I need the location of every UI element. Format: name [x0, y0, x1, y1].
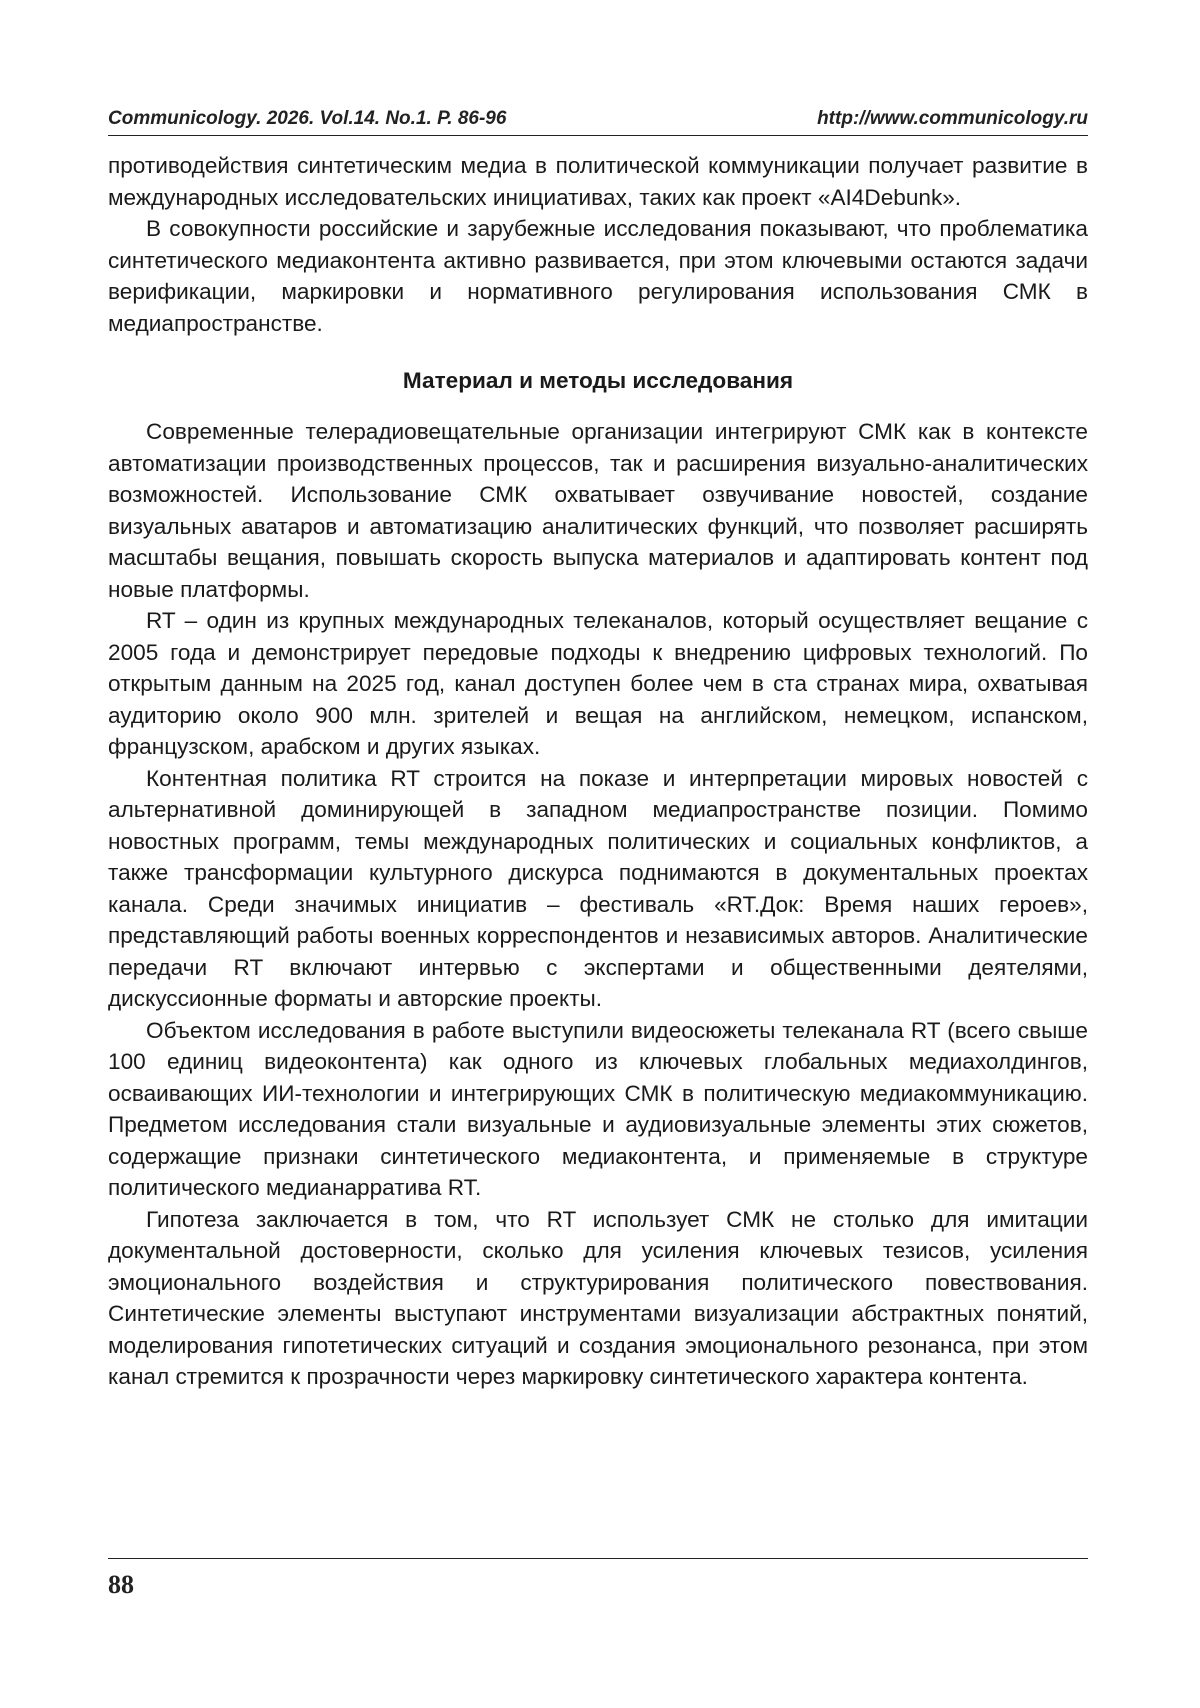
running-header — [108, 106, 1088, 136]
paragraph: Объектом исследования в работе выступили видеосюжеты телеканала RT (всего свыше 100 единиц видеоконтента) как одного из ключевых глобальных медиахолдингов, осваивающих ИИ-технологии и интегрирующих СМК в политическую медиакоммуникацию. Предметом исследования стали визуальные и аудиовизуальные элементы этих сюжетов, содержащие признаки синтетического медиаконтента, и применяемые в структуре политического медианарратива RT. — [108, 1017, 1088, 1200]
paragraph: Контентная политика RT строится на показе и интерпретации мировых новостей с альтернативной доминирующей в западном медиапространстве позиции. Помимо новостных программ, темы международных политических и социальных конфликтов, а также трансформации культурного дискурса поднимаются в документальных проектах канала. Среди значимых инициатив – фестиваль «RT.Док: Время наших героев», представляющий работы военных корреспондентов и независимых авторов. Аналитические передачи RT включают интервью с экспертами и общественными деятелями, дискуссионные форматы и авторские проекты. — [108, 765, 1088, 1011]
paragraph: RT – один из крупных международных телеканалов, который осуществляет вещание с 2005 года и демонстрирует передовые подходы к внедрению цифровых технологий. По открытым данным на 2025 год, канал доступен более чем в ста странах мира, охватывая аудиторию около 900 млн. зрителей и вещая на английском, немецком, испанском, французском, арабском и других языках. — [108, 608, 1088, 759]
paragraph: В совокупности российские и зарубежные исследования показывают, что проблематика синтетического медиаконтента активно развивается, при этом ключевыми остаются задачи верификации, маркировки и нормативного регулирования использования СМК в медиапространстве. — [108, 216, 1088, 336]
paragraph-continued: противодействия синтетическим медиа в политической коммуникации получает развитие в международных исследовательских инициативах, таких как проект «AI4Debunk». — [108, 153, 1088, 210]
paragraph: Гипотеза заключается в том, что RT использует СМК не столько для имитации документальной достоверности, сколько для усиления ключевых тезисов, усиления эмоционального воздействия и структурирования политического повествования. Синтетические элементы выступают инструментами визуализации абстрактных понятий, моделирования гипотетических ситуаций и создания эмоционального резонанса, при этом канал стремится к прозрачности через маркировку синтетического характера контента. — [108, 1206, 1088, 1389]
journal-page — [108, 92, 1088, 1652]
article-body — [108, 150, 1088, 1393]
journal-url[interactable]: http://www.communicology.ru — [817, 108, 1088, 129]
page-number: 88 — [108, 1570, 134, 1599]
paragraph: Современные телерадиовещательные организации интегрируют СМК как в контексте автоматизации производственных процессов, так и расширения визуально-аналитических возможностей. Использование СМК охватывает озвучивание новостей, создание визуальных аватаров и автоматизацию аналитических функций, что позволяет расширять масштабы вещания, повышать скорость выпуска материалов и адаптировать контент под новые платформы. — [108, 419, 1088, 602]
footer-rule — [108, 1558, 1088, 1559]
journal-citation: Communicology. 2026. Vol.14. No.1. P. 86-96 — [108, 108, 507, 129]
section-heading: Материал и методы исследования — [402, 368, 794, 393]
